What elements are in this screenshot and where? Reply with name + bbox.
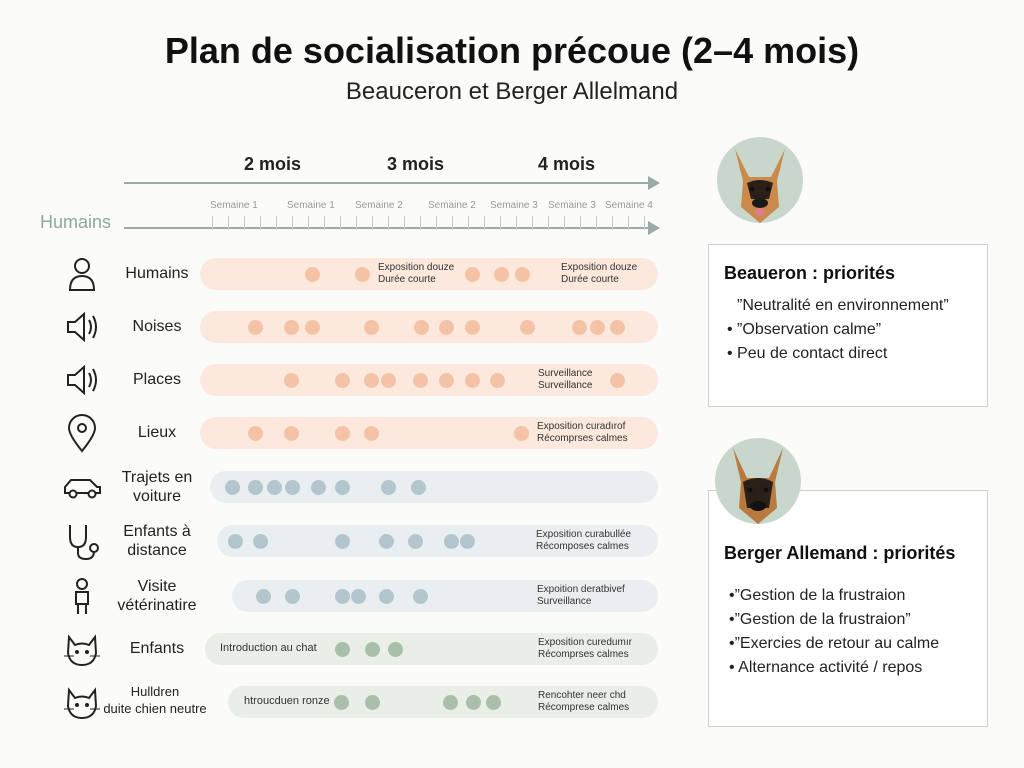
week-tick [516,216,517,230]
beauceron-priorities-panel [708,244,988,407]
note-line: Surveillance [538,380,593,391]
berger-allemand-avatar [715,438,801,524]
week-tick [388,216,389,230]
activity-dot [388,642,403,657]
cat-icon [62,682,102,722]
week-label: Semaine 1 [210,200,258,211]
activity-dot [610,320,625,335]
note-line: Surveillance [538,368,593,379]
arrowhead-icon [648,221,660,235]
week-tick [452,216,453,230]
activity-dot [228,534,243,549]
week-tick [580,216,581,230]
row-label-text: Humains [125,265,189,282]
note-line: Rencohter neer chd [538,690,626,701]
week-label: Semaine 1 [287,200,335,211]
week-label: Semaine 2 [428,200,476,211]
week-tick [644,216,645,230]
person-icon [62,254,102,294]
week-tick [420,216,421,230]
activity-dot [334,695,349,710]
priority-item: • Alternance activité / repos [729,659,923,676]
page-subtitle: Beauceron et Berger Allelmand [345,78,679,105]
row-label [112,423,202,442]
week-tick [532,216,533,230]
speaker-icon [62,360,102,400]
week-tick [324,216,325,230]
week-tick [564,216,565,230]
row-label [100,683,210,717]
activity-dot [379,534,394,549]
row-note [538,637,632,661]
person-small-icon [62,576,102,616]
row-label [112,577,202,615]
week-tick [500,216,501,230]
month-label: 4 mois [538,154,596,174]
note-line: Exposition curedumır [538,637,632,648]
row-label-text: Hulldren duite chien neutre [103,684,207,716]
row-note [538,690,629,714]
row-intro: htroucduen ronze [244,695,330,707]
week-label: Semaine 2 [355,200,403,211]
activity-dot [466,695,481,710]
week-tick [436,216,437,230]
row-intro: Introduction au chat [220,642,317,654]
priority-item: •”Gestion de la frustraion” [729,611,911,628]
note-line: Exposition douze [378,262,455,273]
week-tick [628,216,629,230]
week-tick [260,216,261,230]
activity-dot [439,373,454,388]
row-label [112,639,202,658]
note-line: Récomprses calmes [537,433,628,444]
activity-dot [465,267,480,282]
activity-dot [364,426,379,441]
note-line: Exposition curadırof [537,421,626,432]
week-tick [228,216,229,230]
activity-dot [267,480,282,495]
row-label [112,264,202,283]
priority-item: •”Gestion de la frustraion [729,587,906,604]
row-label-text: Visite vétérinatire [117,578,197,614]
activity-dot [572,320,587,335]
week-label: Semaine 3 [548,200,596,211]
activity-dot [465,373,480,388]
week-label: Semaine 4 [605,200,653,211]
priority-item: • Peu de contact direct [727,345,888,362]
speaker-icon [62,307,102,347]
month-label: 3 mois [387,154,445,174]
activity-dot [335,373,350,388]
activity-dot [411,480,426,495]
activity-dot [305,267,320,282]
activity-dot [381,480,396,495]
arrowhead-icon [648,176,660,190]
activity-dot [351,589,366,604]
activity-dot [335,642,350,657]
activity-dot [248,426,263,441]
activity-dot [443,695,458,710]
activity-dot [610,373,625,388]
activity-dot [460,534,475,549]
activity-dot [335,480,350,495]
note-line: Durée courte [561,274,619,285]
row-label-text: Places [132,371,182,388]
activity-dot [514,426,529,441]
activity-dot [490,373,505,388]
activity-dot [305,320,320,335]
note-line: Récomposes calmes [536,541,629,552]
activity-dot [253,534,268,549]
axis-label: Humains [40,212,112,232]
priority-item: •”Exercies de retour au calme [729,635,940,652]
note-line: Exposition douze [561,262,638,273]
panel-title: Beaueron : priorités [724,263,896,283]
note-line: Récomprese calmes [538,702,630,713]
week-tick [356,216,357,230]
activity-dot [355,267,370,282]
activity-dot [408,534,423,549]
week-tick [212,216,213,230]
activity-dot [365,695,380,710]
row-label [112,468,202,506]
priority-item: • ”Observation calme” [727,321,882,338]
activity-dot [285,589,300,604]
activity-dot [335,426,350,441]
week-axis [124,227,650,229]
pin-icon [62,413,102,453]
row-label-text: Enfants [129,640,185,657]
activity-dot [365,642,380,657]
row-label-text: Noises [132,318,182,335]
activity-dot [465,320,480,335]
row-note [378,262,454,286]
beauceron-avatar [717,137,803,223]
activity-dot [364,373,379,388]
page-title: Plan de socialisation précoue (2–4 mois) [164,30,860,71]
activity-dot [284,373,299,388]
activity-dot [311,480,326,495]
activity-dot [444,534,459,549]
activity-dot [515,267,530,282]
row-label-text: Enfants à distance [123,523,191,559]
row-label-text: Lieux [137,424,177,441]
activity-dot [439,320,454,335]
month-label: 2 mois [244,154,302,174]
panel-title: Berger Allemand : priorités [724,543,956,563]
row-note [538,368,592,392]
activity-dot [364,320,379,335]
row-label [112,317,202,336]
activity-dot [285,480,300,495]
activity-dot [379,589,394,604]
activity-dot [225,480,240,495]
note-line: Exposition curabullée [536,529,632,540]
activity-dot [486,695,501,710]
activity-dot [414,320,429,335]
activity-dot [590,320,605,335]
row-note [536,529,631,553]
car-icon [62,467,102,507]
week-tick [276,216,277,230]
row-label [112,522,202,560]
cat-icon [62,629,102,669]
stethoscope-icon [62,521,102,561]
row-label-text: Trajets en voiture [121,469,193,505]
activity-dot [413,589,428,604]
note-line: Expoition deratbivef [537,584,625,595]
priority-item: ”Neutralité en environnement” [737,297,949,314]
activity-dot [284,426,299,441]
row-label [112,370,202,389]
week-tick [596,216,597,230]
activity-dot [248,320,263,335]
berger-allemand-priorities-panel [708,490,988,727]
week-tick [308,216,309,230]
week-tick [244,216,245,230]
week-tick [340,216,341,230]
activity-dot [248,480,263,495]
week-tick [292,216,293,230]
activity-dot [284,320,299,335]
row-note [561,262,637,286]
activity-dot [413,373,428,388]
activity-dot [494,267,509,282]
week-tick [548,216,549,230]
week-tick [484,216,485,230]
week-tick [468,216,469,230]
activity-dot [256,589,271,604]
week-tick [612,216,613,230]
row-note [537,421,628,445]
activity-dot [520,320,535,335]
week-tick [404,216,405,230]
note-line: Durée courte [378,274,436,285]
note-line: Surveillance [537,596,592,607]
timeline-arrow [124,182,650,184]
note-line: Récomprses calmes [538,649,629,660]
activity-dot [335,589,350,604]
week-label: Semaine 3 [490,200,538,211]
row-note [537,584,625,608]
activity-dot [381,373,396,388]
week-tick [372,216,373,230]
activity-dot [335,534,350,549]
